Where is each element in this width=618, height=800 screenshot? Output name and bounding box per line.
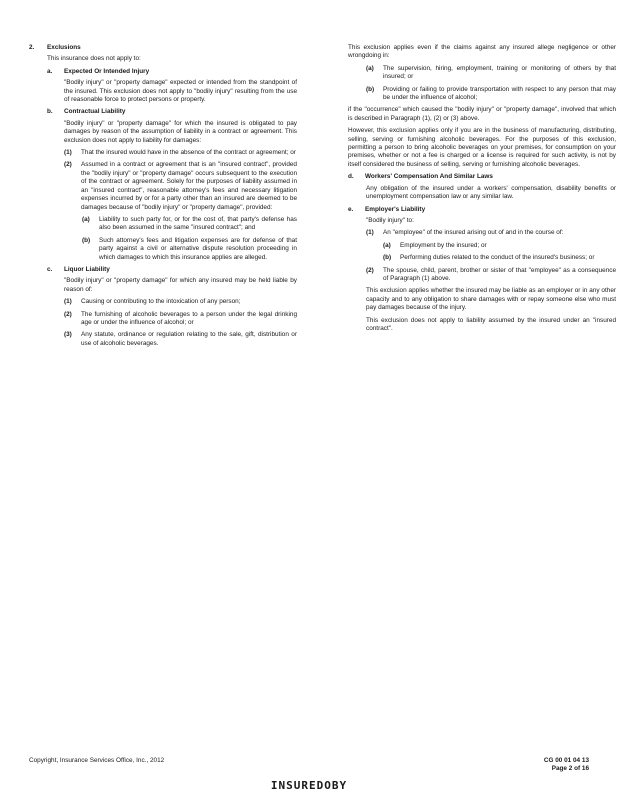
exclusion-e-text: "Bodily injury" to: [366, 216, 414, 224]
exclusion-b-title: Contractual Liability [64, 108, 126, 116]
exclusion-a-title: Expected Or Intended Injury [64, 67, 150, 75]
item-marker: (1) [64, 149, 72, 157]
exclusion-c-item-2 [64, 311, 297, 328]
exclusion-c-cont-item-a [366, 65, 616, 82]
item-marker: (3) [64, 331, 72, 339]
item-text: Assumed in a contract or agreement that is an "insured contract", provided the "bodily injury" or "property damage" occurs subsequent to the execution of the contract or agreement. Solely for the purposes of liability assumed in an "insured contract", reasonable attorney's fees and necessary litigation expenses incurred by or for a party other than an insured are deemed to be damages because of "bodily injury" or "property damage", provided: [81, 161, 297, 211]
exclusion-c-heading [47, 266, 297, 274]
exclusion-b-item-2a [82, 216, 297, 233]
exclusion-e-item-1b [383, 254, 616, 262]
form-info [544, 757, 589, 774]
item-text: The furnishing of alcoholic beverages to a person under the legal drinking age or under the influence of alcohol; or [81, 310, 297, 326]
item-marker: (2) [64, 310, 72, 318]
exclusion-a-letter: a. [47, 67, 53, 75]
watermark-text: INSUREDOBY [270, 779, 348, 792]
section-heading-exclusions [29, 44, 297, 52]
exclusion-c-occurrence-text: if the "occurrence" which caused the "bodily injury" or "property damage", involved that which is described in Paragraph (1), (2) or (3) above. [348, 106, 616, 122]
exclusion-b-letter: b. [47, 108, 53, 116]
page-number: Page 2 of 16 [551, 765, 589, 773]
exclusion-a-text: "Bodily injury" or "property damage" expected or intended from the standpoint of the insured. This exclusion does not apply to "bodily injury" resulting from the use of reasonable force to protect persons or property. [64, 79, 297, 104]
exclusion-c-cont-item-b [366, 86, 616, 103]
exclusion-e-not-apply-text: This exclusion does not apply to liability assumed by the insured under an "insured contract". [366, 316, 616, 332]
exclusion-e-item-1 [366, 229, 616, 237]
item-marker: (b) [82, 236, 91, 244]
item-marker: (b) [383, 254, 392, 262]
exclusion-c-continued: This exclusion applies even if the claims against any insured allege negligence or other wrongdoing in: [348, 44, 616, 60]
exclusion-d-heading [348, 173, 616, 181]
exclusion-c-however-text: However, this exclusion applies only if you are in the business of manufacturing, distributing, selling, serving or furnishing alcoholic beverages. For the purposes of this exclusion, permitting a person to bring alcoholic beverages on your premises, for consumption on your premises, whether or not a fee is charged or a license is required for such activity, is not by itself considered the business of selling, serving or furnishing alcoholic beverages. [348, 127, 616, 168]
item-marker: (1) [366, 229, 374, 237]
exclusion-e-item-2 [366, 267, 616, 284]
exclusion-e-letter: e. [348, 205, 354, 213]
exclusions-intro: This insurance does not apply to: [47, 55, 141, 63]
exclusion-b-text: "Bodily injury" or "property damage" for which the insured is obligated to pay damages by reason of the assumption of liability in a contract or agreement. This exclusion does not apply to liability for damages: [64, 119, 297, 144]
exclusion-d-title: Workers' Compensation And Similar Laws [365, 173, 493, 181]
item-text: An "employee" of the insured arising out of and in the course of: [383, 229, 564, 237]
exclusion-e-heading [348, 206, 616, 214]
item-text: Providing or failing to provide transportation with respect to any person that may be under the influence of alcohol; [383, 85, 616, 102]
item-marker: (b) [366, 85, 375, 93]
exclusion-b-item-2b [82, 237, 297, 262]
item-text: Such attorney's fees and litigation expenses are for defense of that party against a civil or alternative dispute resolution proceeding in which damages to which this insurance applies are alleged. [99, 236, 297, 261]
section-title: Exclusions [47, 44, 81, 51]
item-text: The supervision, hiring, employment, training or monitoring of others by that insured; or [383, 64, 616, 81]
item-marker: (a) [383, 241, 391, 249]
exclusion-c-title: Liquor Liability [64, 265, 110, 273]
item-text: Any statute, ordinance or regulation relating to the sale, gift, distribution or use of alcoholic beverages. [81, 331, 297, 347]
exclusion-b-item-2 [64, 161, 297, 211]
right-column [348, 44, 616, 337]
exclusion-c-text: "Bodily injury" or "property damage" for which any insured may be held liable by reason of: [64, 277, 297, 293]
exclusion-c-item-1 [64, 298, 297, 306]
exclusion-c-letter: c. [47, 265, 53, 273]
exclusion-a-heading [47, 68, 297, 76]
item-text: The spouse, child, parent, brother or sister of that "employee" as a consequence of Paragraph (1) above. [383, 266, 616, 282]
item-text: Liability to such party for, or for the cost of, that party's defense has also been assumed in the same "insured contract"; and [99, 215, 297, 232]
left-column [29, 44, 297, 352]
item-marker: (2) [366, 266, 374, 274]
copyright-notice: Copyright, Insurance Services Office, Inc., 2012 [29, 757, 165, 764]
item-text: That the insured would have in the absence of the contract or agreement; or [81, 149, 296, 157]
exclusion-d-text: Any obligation of the insured under a workers' compensation, disability benefits or unemployment compensation law or any similar law. [366, 184, 616, 201]
item-text: Employment by the insured; or [400, 241, 487, 249]
exclusion-b-heading [47, 108, 297, 116]
item-marker: (a) [82, 215, 90, 223]
item-marker: (2) [64, 161, 72, 169]
item-text: Causing or contributing to the intoxication of any person; [81, 298, 241, 306]
exclusion-e-title: Employer's Liability [365, 205, 426, 213]
form-number: CG 00 01 04 13 [543, 757, 589, 764]
exclusion-e-item-1a [383, 242, 616, 250]
item-text: Performing duties related to the conduct of the insured's business; or [400, 254, 595, 262]
exclusion-c-item-3 [64, 331, 297, 348]
exclusion-e-applies-text: This exclusion applies whether the insured may be liable as an employer or in any other capacity and to any obligation to share damages with or repay someone else who must pay damages because of the injury. [366, 287, 616, 312]
page-footer [29, 757, 589, 781]
item-marker: (a) [366, 64, 374, 72]
exclusion-b-item-1 [64, 149, 297, 157]
item-marker: (1) [64, 298, 72, 306]
exclusion-d-letter: d. [348, 173, 354, 181]
section-number: 2. [29, 44, 35, 51]
